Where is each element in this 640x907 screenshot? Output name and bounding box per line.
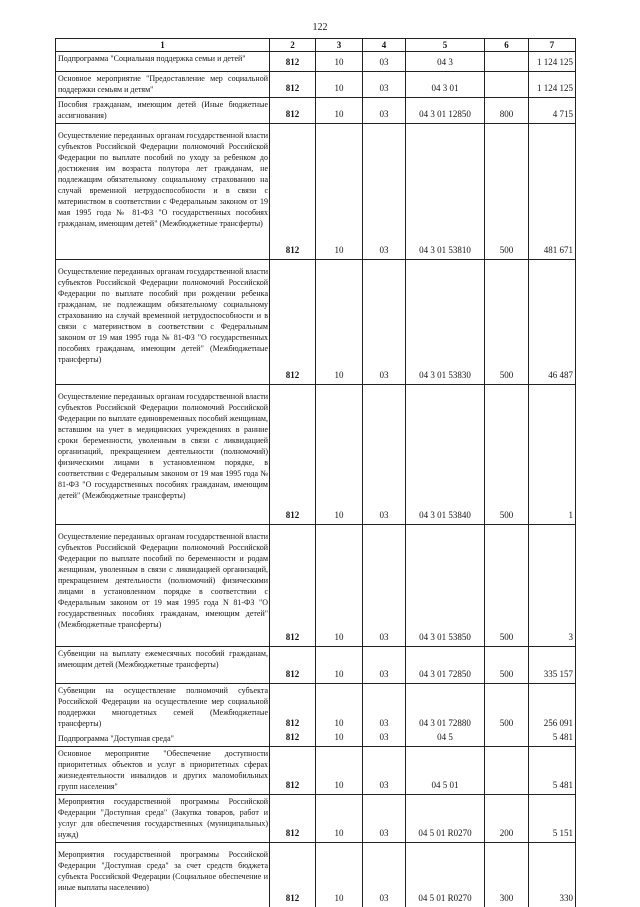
table-row — [56, 124, 576, 260]
row-amount: 46 487 — [529, 260, 576, 385]
row-target-article: 04 5 01 R0270 — [406, 843, 485, 907]
row-target-article: 04 3 01 72880 — [406, 684, 485, 733]
row-section: 10 — [316, 124, 363, 260]
row-subsection: 03 — [363, 795, 406, 843]
row-section: 10 — [316, 260, 363, 385]
row-description: Основное мероприятие "Предоставление мер социальной поддержки семьям и детям" — [56, 72, 270, 98]
row-subsection: 03 — [363, 684, 406, 733]
column-header: 2 — [270, 39, 316, 52]
table-row — [56, 52, 576, 72]
row-section: 10 — [316, 843, 363, 907]
column-header: 7 — [529, 39, 576, 52]
row-section: 10 — [316, 72, 363, 98]
row-description: Субвенции на осуществление полномочий субъекта Российской Федерации на осуществление мер социальной поддержки многодетных семей (Межбюджетные трансферты) — [56, 684, 270, 733]
header-row — [56, 39, 576, 52]
row-section: 10 — [316, 684, 363, 733]
row-expense-type: 500 — [485, 525, 529, 647]
row-description: Осуществление переданных органам государственной власти субъектов Российской Федерации полномочий Российской Федерации по выплате пособий по беременности и родам женщинам, уволенным в связи с ликвидацией организаций, прекращением деятельности (полномочий) физическими лицами в установленном порядке в соответствии с Федеральным законом от 19 мая 1995 года N 81-ФЗ "О государственных пособиях гражданам, имеющим детей" (Межбюджетные трансферты) — [56, 525, 270, 647]
row-expense-type: 500 — [485, 385, 529, 525]
table-row — [56, 98, 576, 124]
row-subsection: 03 — [363, 52, 406, 72]
row-description: Осуществление переданных органам государственной власти субъектов Российской Федерации полномочий Российской Федерации по выплате пособий по уходу за ребенком до достижения им возраста полутора лет гражданам, не подлежащим обязательному социальному страхованию на случай временной нетрудоспособности и в связи с материнством в соответствии с Федеральным законом от 19 мая 1995 года № 81-ФЗ "О государственных пособиях гражданам, имеющим детей" (Межбюджетные трансферты) — [56, 124, 270, 260]
row-description: Подпрограмма "Доступная среда" — [56, 732, 270, 747]
table-row — [56, 72, 576, 98]
row-section: 10 — [316, 732, 363, 747]
table-row — [56, 843, 576, 907]
column-header: 3 — [316, 39, 363, 52]
row-admin-code: 812 — [270, 98, 316, 124]
row-target-article: 04 5 01 R0270 — [406, 795, 485, 843]
row-amount: 335 157 — [529, 647, 576, 684]
row-section: 10 — [316, 98, 363, 124]
table-row — [56, 747, 576, 795]
row-expense-type: 500 — [485, 647, 529, 684]
row-expense-type: 500 — [485, 684, 529, 733]
table-row — [56, 525, 576, 647]
table-row — [56, 260, 576, 385]
row-amount: 5 481 — [529, 732, 576, 747]
row-subsection: 03 — [363, 124, 406, 260]
row-description: Субвенции на выплату ежемесячных пособий гражданам, имеющим детей (Межбюджетные трансферты) — [56, 647, 270, 684]
row-expense-type — [485, 732, 529, 747]
row-expense-type: 500 — [485, 124, 529, 260]
row-admin-code: 812 — [270, 260, 316, 385]
row-description: Основное мероприятие "Обеспечение доступности приоритетных объектов и услуг в приоритетных сферах жизнедеятельности инвалидов и других маломобильных групп населения" — [56, 747, 270, 795]
table-row — [56, 647, 576, 684]
row-subsection: 03 — [363, 843, 406, 907]
column-header: 5 — [406, 39, 485, 52]
row-target-article: 04 5 01 — [406, 747, 485, 795]
row-target-article: 04 5 — [406, 732, 485, 747]
row-admin-code: 812 — [270, 795, 316, 843]
row-section: 10 — [316, 647, 363, 684]
row-description: Мероприятия государственной программы Российской Федерации "Доступная среда" за счет средств бюджета субъекта Российской Федерации (Социальное обеспечение и иные выплаты населению) — [56, 843, 270, 907]
row-admin-code: 812 — [270, 385, 316, 525]
row-admin-code: 812 — [270, 684, 316, 733]
row-target-article: 04 3 01 53810 — [406, 124, 485, 260]
row-amount: 5 481 — [529, 747, 576, 795]
table-row — [56, 385, 576, 525]
row-expense-type: 800 — [485, 98, 529, 124]
row-amount: 3 — [529, 525, 576, 647]
row-section: 10 — [316, 747, 363, 795]
row-admin-code: 812 — [270, 732, 316, 747]
row-admin-code: 812 — [270, 747, 316, 795]
row-expense-type — [485, 72, 529, 98]
table-row — [56, 684, 576, 733]
row-description: Мероприятия государственной программы Российской Федерации "Доступная среда" (Закупка товаров, работ и услуг для обеспечения государственных (муниципальных) нужд) — [56, 795, 270, 843]
row-subsection: 03 — [363, 385, 406, 525]
row-amount: 1 124 125 — [529, 72, 576, 98]
row-section: 10 — [316, 385, 363, 525]
row-admin-code: 812 — [270, 843, 316, 907]
row-target-article: 04 3 01 53830 — [406, 260, 485, 385]
row-description: Пособия гражданам, имеющим детей (Иные бюджетные ассигнования) — [56, 98, 270, 124]
column-header: 4 — [363, 39, 406, 52]
row-amount: 4 715 — [529, 98, 576, 124]
row-amount: 5 151 — [529, 795, 576, 843]
row-expense-type: 500 — [485, 260, 529, 385]
row-target-article: 04 3 01 72850 — [406, 647, 485, 684]
column-header: 6 — [485, 39, 529, 52]
row-section: 10 — [316, 795, 363, 843]
column-header: 1 — [56, 39, 270, 52]
row-expense-type: 200 — [485, 795, 529, 843]
row-admin-code: 812 — [270, 525, 316, 647]
row-amount: 1 124 125 — [529, 52, 576, 72]
row-section: 10 — [316, 52, 363, 72]
row-amount: 330 — [529, 843, 576, 907]
row-expense-type — [485, 747, 529, 795]
row-section: 10 — [316, 525, 363, 647]
row-description: Осуществление переданных органам государственной власти субъектов Российской Федерации полномочий Российской Федерации по выплате пособий при рождении ребенка гражданам, не подлежащим обязательному социальному страхованию на случай временной нетрудоспособности и в связи с материнством в соответствии с Федеральным законом от 19 мая 1995 года № 81-ФЗ "О государственных пособиях гражданам, имеющим детей" (Межбюджетные трансферты) — [56, 260, 270, 385]
row-description: Подпрограмма "Социальная поддержка семьи и детей" — [56, 52, 270, 72]
row-subsection: 03 — [363, 98, 406, 124]
row-admin-code: 812 — [270, 72, 316, 98]
row-subsection: 03 — [363, 747, 406, 795]
row-target-article: 04 3 — [406, 52, 485, 72]
table-row — [56, 795, 576, 843]
row-admin-code: 812 — [270, 52, 316, 72]
row-description: Осуществление переданных органам государственной власти субъектов Российской Федерации полномочий Российской Федерации по выплате единовременных пособий женщинам, вставшим на учет в медицинских учреждениях в ранние сроки беременности, уволенным в связи с ликвидацией организаций, прекращением деятельности (полномочий) физическими лицами в установленном порядке, в соответствии с Федеральным законом от 19 мая 1995 года № 81-ФЗ "О государственных пособиях гражданам, имеющим детей" (Межбюджетные трансферты) — [56, 385, 270, 525]
row-subsection: 03 — [363, 260, 406, 385]
row-target-article: 04 3 01 53840 — [406, 385, 485, 525]
row-subsection: 03 — [363, 525, 406, 647]
row-subsection: 03 — [363, 732, 406, 747]
row-amount: 1 — [529, 385, 576, 525]
budget-table — [55, 38, 576, 907]
row-expense-type — [485, 52, 529, 72]
row-subsection: 03 — [363, 647, 406, 684]
page-number: 122 — [0, 22, 640, 33]
table-row — [56, 732, 576, 747]
row-amount: 256 091 — [529, 684, 576, 733]
row-subsection: 03 — [363, 72, 406, 98]
row-target-article: 04 3 01 53850 — [406, 525, 485, 647]
row-target-article: 04 3 01 12850 — [406, 98, 485, 124]
row-admin-code: 812 — [270, 124, 316, 260]
row-target-article: 04 3 01 — [406, 72, 485, 98]
row-admin-code: 812 — [270, 647, 316, 684]
row-amount: 481 671 — [529, 124, 576, 260]
row-expense-type: 300 — [485, 843, 529, 907]
